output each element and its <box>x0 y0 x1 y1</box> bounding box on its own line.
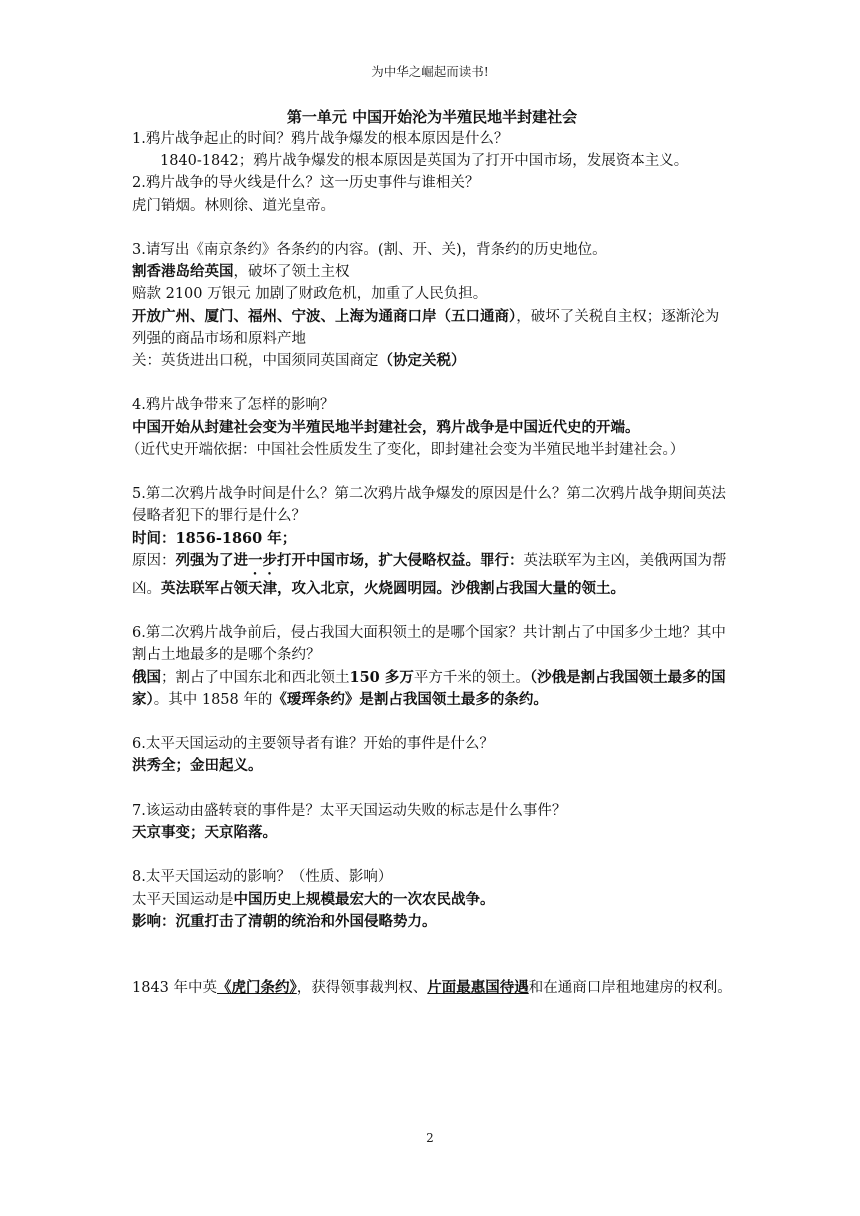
answer-3-ports: 开放广州、厦门、福州、宁波、上海为通商口岸（五口通商），破坏了关税自主权；逐渐沦为列强的商品市场和原料产地 <box>132 307 720 347</box>
question-7: 6.太平天国运动的主要领导者有谁？开始的事件是什么？ <box>132 736 494 753</box>
document-body <box>126 106 732 999</box>
question-4: 4.鸦片战争带来了怎样的影响？ <box>132 397 335 414</box>
page-header: 为中华之崛起而读书! <box>371 64 489 79</box>
question-6: 6.第二次鸦片战争前后，侵占我国大面积领土的是哪个国家？共计割占了中国多少土地？其中割占土地最多的是哪个条约？ <box>132 625 726 664</box>
answer-5-reason: 原因：列强为了进一步打开中国市场，扩大侵略权益。罪行：英法联军为主凶，美俄两国为帮凶。英法联军占领天津，攻入北京，火烧圆明园。沙俄割占我国大量的领土。 <box>132 551 727 597</box>
supplement-humen-treaty: 1843 年中英《虎门条约》，获得领事裁判权、片面最惠国待遇和在通商口岸租地建房的权利。 <box>132 979 732 996</box>
answer-8: 天京事变；天京陷落。 <box>132 824 277 841</box>
answer-7: 洪秀全；金田起义。 <box>132 757 263 775</box>
answer-3-cede: 割香港岛给英国，破坏了领土主权 <box>132 263 350 281</box>
answer-1: 1840-1842；鸦片战争爆发的根本原因是英国为了打开中国市场，发展资本主义。 <box>160 153 689 170</box>
question-3: 3.请写出《南京条约》各条约的内容。(割、开、关)，背条约的历史地位。 <box>132 242 607 258</box>
question-2: 2.鸦片战争的导火线是什么？这一历史事件与谁相关？ <box>132 175 480 192</box>
answer-3-indemnity: 赔款 2100 万银元 加剧了财政危机，加重了人民负担。 <box>132 286 488 303</box>
answer-9-impact: 影响：沉重打击了清朝的统治和外国侵略势力。 <box>132 912 437 930</box>
question-8: 7.该运动由盛转衰的事件是？太平天国运动失败的标志是什么事件？ <box>132 802 567 819</box>
answer-9: 太平天国运动是中国历史上规模最宏大的一次农民战争。 <box>132 890 495 908</box>
question-1: 1.鸦片战争起止的时间？鸦片战争爆发的根本原因是什么？ <box>132 131 509 147</box>
answer-2: 虎门销烟。林则徐、道光皇帝。 <box>132 197 335 214</box>
question-9: 8.太平天国运动的影响？（性质、影响） <box>132 869 393 886</box>
page-number: 2 <box>426 1131 434 1145</box>
answer-4: 中国开始从封建社会变为半殖民地半封建社会，鸦片战争是中国近代史的开端。 <box>132 418 640 436</box>
unit-title: 第一单元 中国开始沦为半殖民地半封建社会 <box>286 108 578 126</box>
question-5: 5.第二次鸦片战争时间是什么？第二次鸦片战争爆发的原因是什么？第二次鸦片战争期间英法侵略者犯下的罪行是什么？ <box>132 486 726 525</box>
answer-6: 俄国；割占了中国东北和西北领土150 多万平方千米的领土。（沙俄是割占我国领土最多的国家）。其中 1858 年的《瑷珲条约》是割占我国领土最多的条约。 <box>132 668 726 708</box>
answer-3-tariff: 关：英货进出口税，中国须同英国商定（协定关税） <box>132 352 466 370</box>
answer-5-time: 时间：1856-1860 年； <box>132 529 297 547</box>
answer-4-note: （近代史开端依据：中国社会性质发生了变化，即封建社会变为半殖民地半封建社会。） <box>126 441 685 458</box>
